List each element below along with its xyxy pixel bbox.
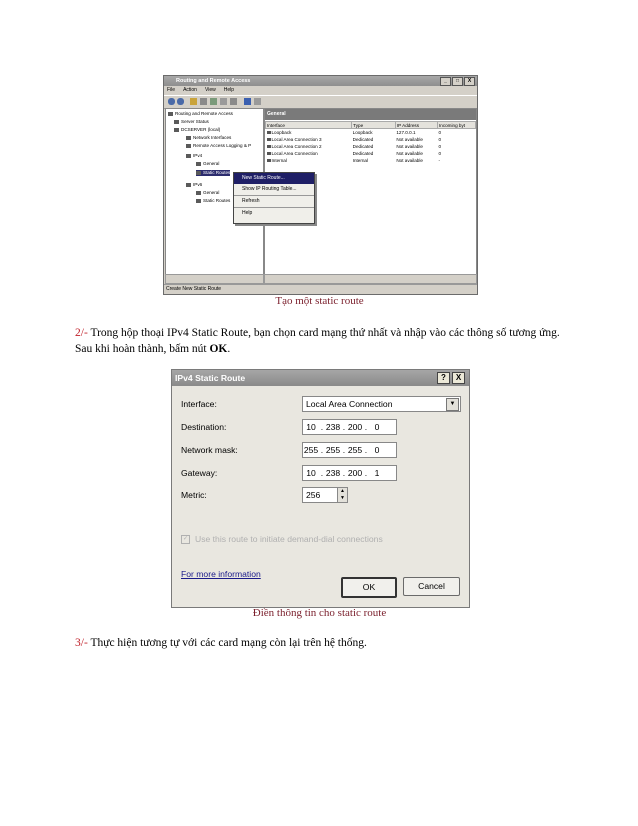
tree-node-ipv6[interactable]: IPv6 [186, 182, 202, 188]
window-titlebar [164, 76, 477, 86]
protocol-icon [186, 183, 191, 187]
step2-bold: OK [209, 343, 228, 355]
gateway-field[interactable]: 10 . 238 . 200 . 1 [302, 465, 397, 481]
step2-number: 2/- [75, 327, 88, 339]
network-icon [186, 136, 191, 140]
menu-item-refresh[interactable]: Refresh [242, 198, 260, 204]
interfaces-table [265, 121, 476, 164]
context-menu [233, 172, 315, 224]
pane-icon[interactable] [200, 98, 207, 105]
table-row[interactable]: Local Area Connection 2 Dedicated Not available 0 [266, 143, 476, 150]
menu-view[interactable]: View [204, 87, 216, 93]
metric-label: Metric: [181, 490, 207, 500]
status-bar: Create New Static Route [164, 284, 477, 294]
interface-icon [267, 138, 271, 141]
ok-button[interactable]: OK [341, 577, 397, 598]
menu-item-show-ip-routing-table[interactable]: Show IP Routing Table... [242, 186, 297, 192]
help-button[interactable]: ? [437, 372, 450, 384]
step2-text: Trong hộp thoại IPv4 Static Route, bạn chọn card mạng thứ nhất và nhập vào các thông số tương ứng. Sau khi hoàn thành, bấm nút [75, 327, 560, 355]
checkbox-checked-icon[interactable]: ✓ [182, 536, 189, 543]
tree-horizontal-scrollbar[interactable] [165, 274, 264, 284]
column-header-interface[interactable]: Interface [266, 122, 352, 129]
tree-node-remote-access-logging[interactable]: Remote Access Logging & P [186, 143, 251, 149]
step3-number: 3/- [75, 637, 88, 649]
destination-label: Destination: [181, 422, 227, 432]
tree-node-ipv4[interactable]: IPv4 [186, 153, 202, 159]
close-button[interactable]: X [464, 77, 475, 86]
mmc-window-screenshot [163, 75, 478, 295]
toolbar [164, 95, 477, 109]
dialog-titlebar [172, 370, 469, 386]
ipv4-static-route-dialog [171, 369, 470, 608]
step2-paragraph [75, 325, 565, 357]
status-icon [174, 120, 179, 124]
route-icon [196, 171, 201, 175]
close-button[interactable]: X [452, 372, 465, 384]
table-row[interactable]: Internal Internal Not available - [266, 157, 476, 164]
tree-node-network-interfaces[interactable]: Network Interfaces [186, 135, 231, 141]
column-header-ip-address[interactable]: IP Address [395, 122, 437, 129]
column-header-type[interactable]: Type [352, 122, 396, 129]
dialog-title: IPv4 Static Route [175, 373, 246, 383]
panel-title: General [265, 109, 476, 120]
cancel-button[interactable]: Cancel [403, 577, 460, 596]
help-icon[interactable] [244, 98, 251, 105]
menu-file[interactable]: File [167, 87, 176, 93]
interface-icon [267, 159, 271, 162]
table-row[interactable]: Local Area Connection 3 Dedicated Not available 0 [266, 136, 476, 143]
tree-node-server-status[interactable]: Server Status [174, 119, 209, 125]
metric-spinner[interactable] [302, 487, 348, 503]
destination-field[interactable]: 10 . 238 . 200 . 0 [302, 419, 397, 435]
menu-item-new-static-route[interactable]: New Static Route... [234, 173, 314, 184]
interface-icon [267, 131, 271, 134]
tree-node-dcserver[interactable]: DCSERVER (local) [174, 127, 220, 133]
window-title: Routing and Remote Access [176, 78, 251, 84]
interface-label: Interface: [181, 399, 217, 409]
spinner-arrows-icon[interactable]: ▲ ▼ [337, 488, 347, 502]
interface-select[interactable] [302, 396, 461, 412]
list-horizontal-scrollbar[interactable] [264, 274, 477, 284]
step3-paragraph [75, 635, 565, 651]
interface-icon [267, 145, 271, 148]
general-icon [196, 191, 201, 195]
route-icon [196, 199, 201, 203]
back-icon[interactable] [168, 98, 175, 105]
menu-action[interactable]: Action [183, 87, 197, 93]
tree-node-root[interactable]: Routing and Remote Access [168, 111, 233, 117]
log-icon [186, 144, 191, 148]
tree-node-ipv4-static-routes[interactable]: Static Routes [196, 170, 230, 176]
figure2-caption: Điền thông tin cho static route [252, 607, 387, 619]
server-icon [168, 112, 173, 116]
table-row[interactable]: Loopback Loopback 127.0.0.1 0 [266, 129, 476, 137]
metric-value: 256 [306, 490, 321, 500]
maximize-button[interactable]: □ [452, 77, 463, 86]
menu-item-help[interactable]: Help [242, 210, 253, 216]
forward-icon[interactable] [177, 98, 184, 105]
server-icon [174, 128, 179, 132]
interface-icon [267, 152, 271, 155]
minimize-button[interactable]: _ [440, 77, 451, 86]
interface-value: Local Area Connection [306, 399, 393, 409]
table-row[interactable]: Local Area Connection Dedicated Not available 0 [266, 150, 476, 157]
tree-node-ipv6-general[interactable]: General [196, 190, 219, 196]
protocol-icon [186, 154, 191, 158]
demand-dial-checkbox[interactable] [181, 534, 383, 544]
tree-node-ipv4-general[interactable]: General [196, 161, 219, 167]
menu-bar [164, 86, 477, 95]
general-icon [196, 162, 201, 166]
gateway-label: Gateway: [181, 468, 218, 478]
folder-icon[interactable] [190, 98, 197, 105]
chevron-down-icon[interactable]: ▼ [446, 398, 459, 411]
network-mask-label: Network mask: [181, 445, 238, 455]
export-icon[interactable] [220, 98, 227, 105]
view-icon[interactable] [254, 98, 261, 105]
refresh-icon[interactable] [210, 98, 217, 105]
demand-dial-label: Use this route to initiate demand-dial connections [195, 534, 383, 544]
network-mask-field[interactable]: 255 . 255 . 255 . 0 [302, 442, 397, 458]
figure1-caption: Tạo một static route [275, 295, 364, 307]
column-header-incoming-bytes[interactable]: Incoming byt [438, 122, 476, 129]
menu-help[interactable]: Help [223, 87, 235, 93]
more-information-link[interactable]: For more information [181, 569, 261, 579]
tree-node-ipv6-static-routes[interactable]: Static Routes [196, 198, 230, 204]
step2-text-end: . [227, 343, 231, 355]
properties-icon[interactable] [230, 98, 237, 105]
step3-text: Thực hiện tương tự với các card mạng còn lại trên hệ thống. [87, 637, 367, 649]
